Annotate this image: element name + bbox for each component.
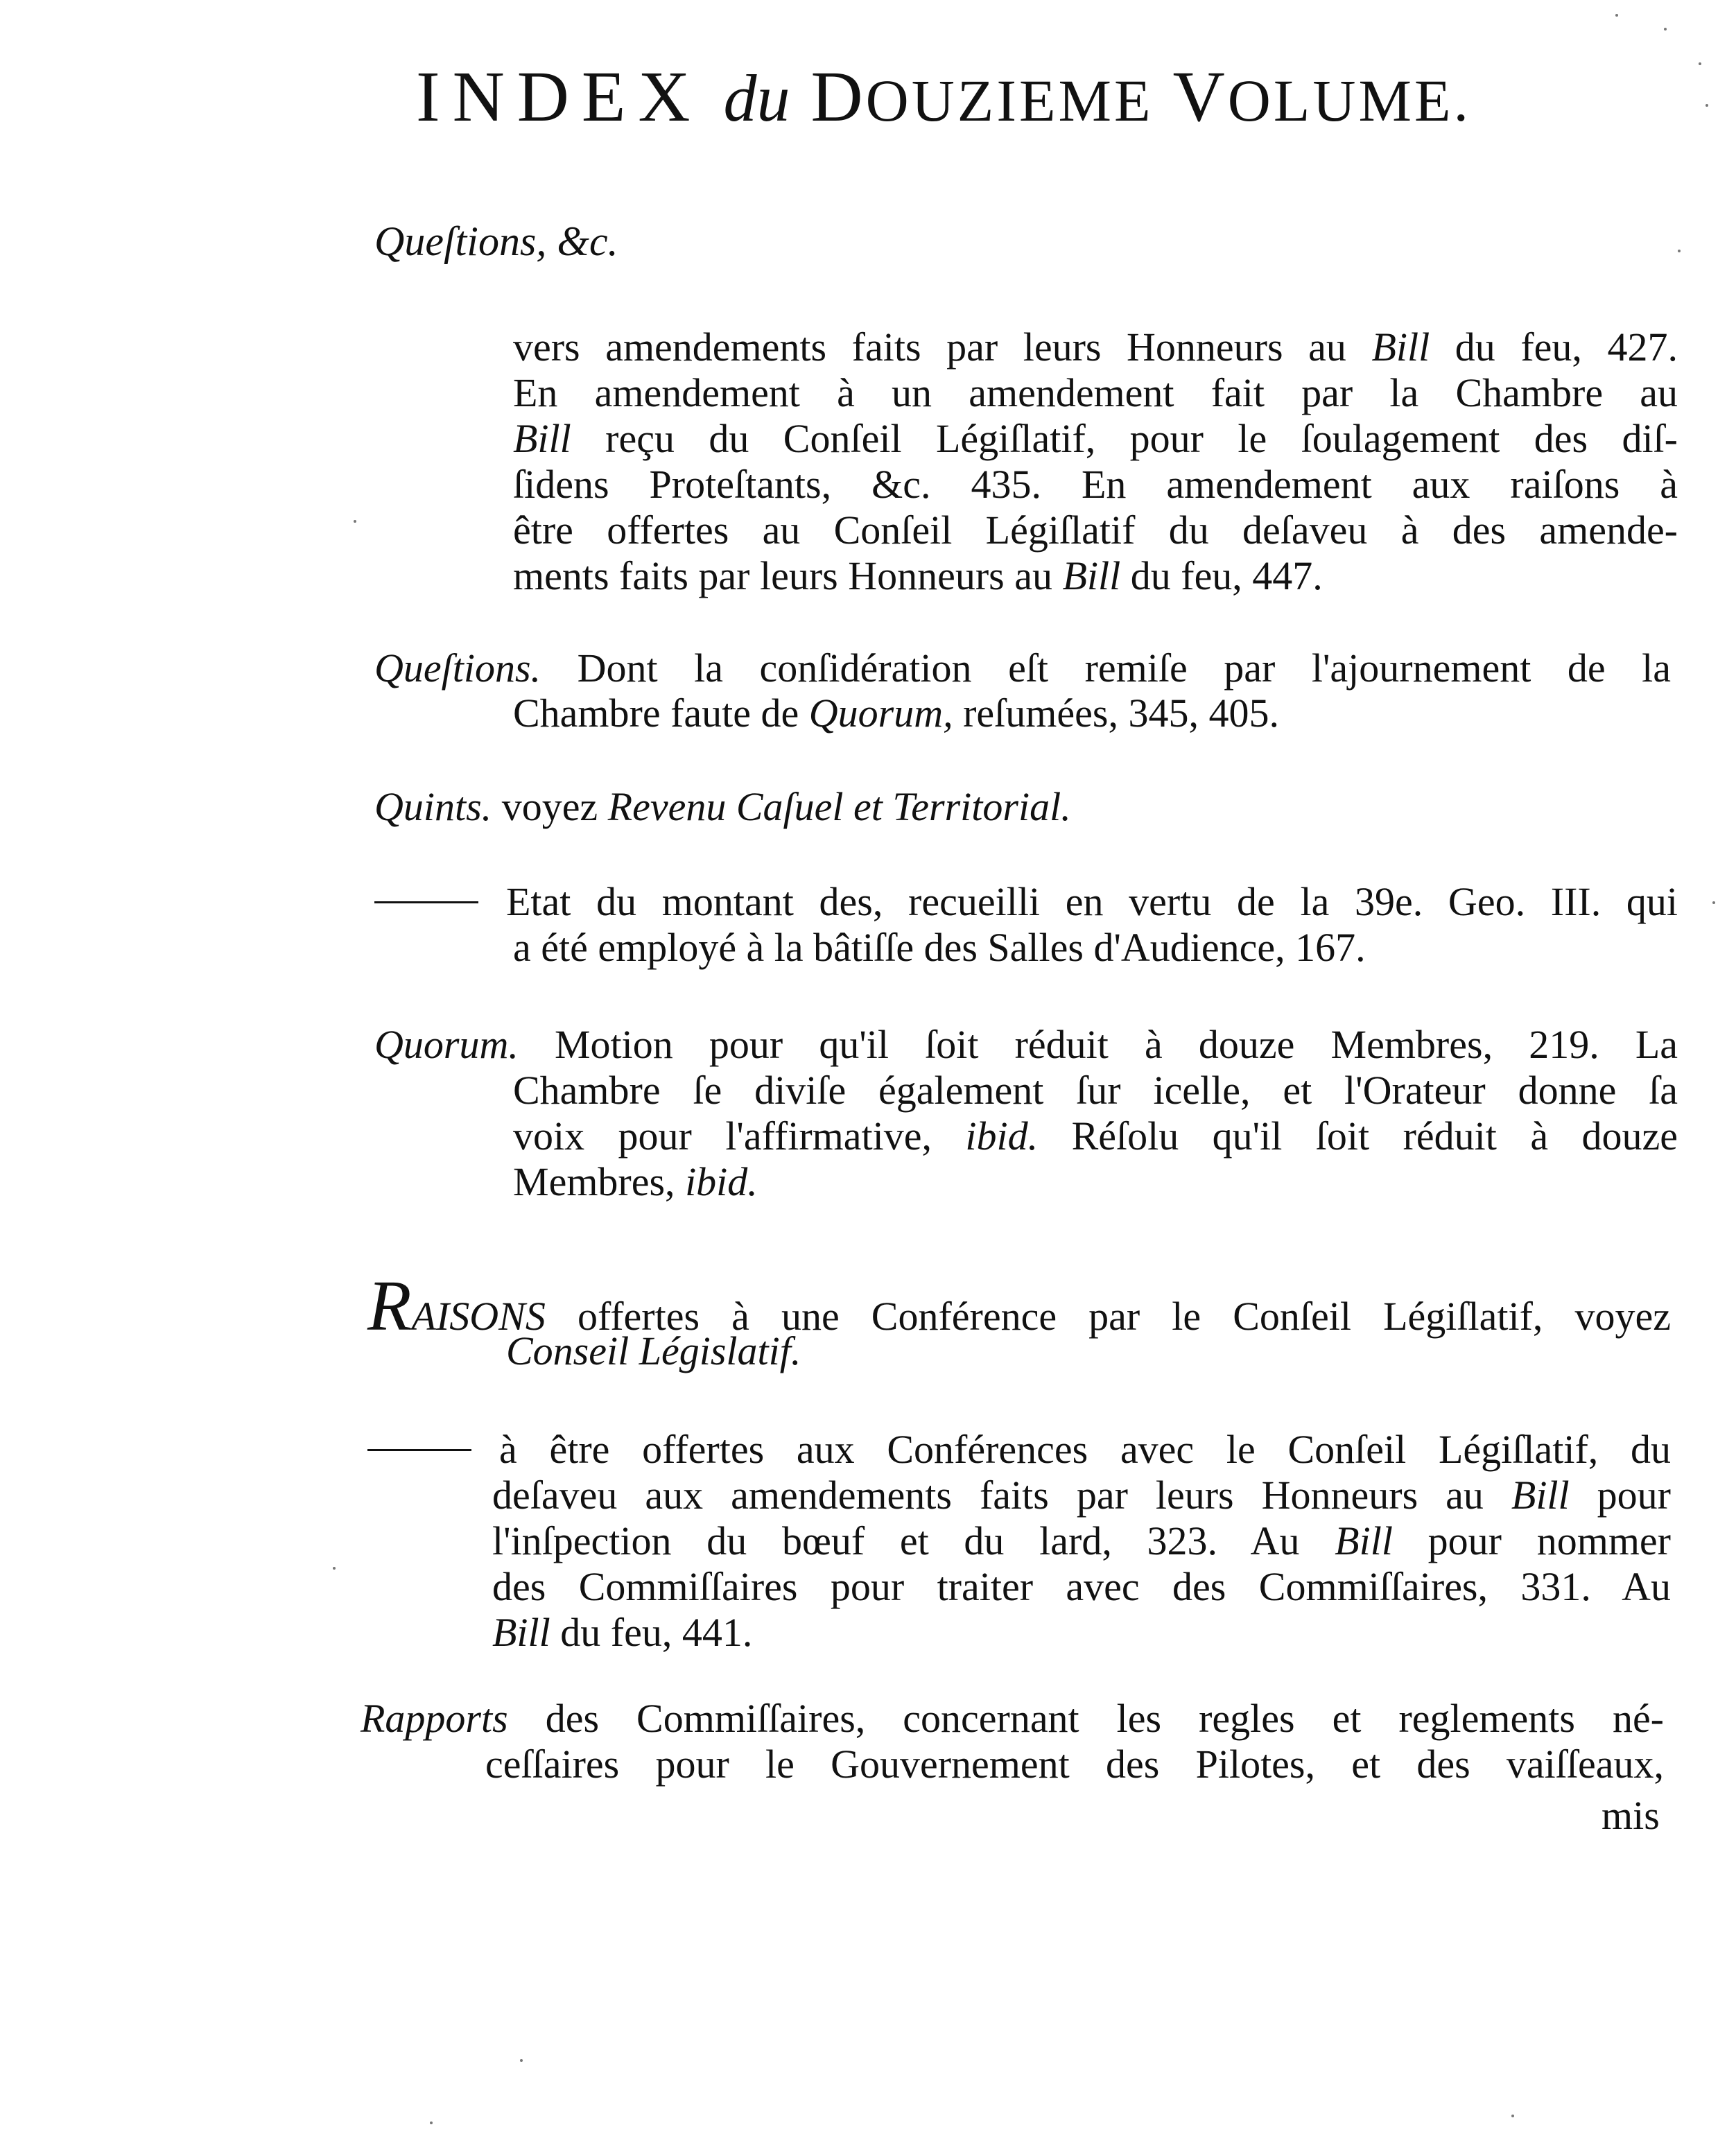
entry-text: Chambre ſe diviſe également ſur icelle, et l'Orateur donne ſa — [513, 1068, 1678, 1113]
print-speck — [1678, 250, 1681, 252]
entry-line — [499, 1427, 1671, 1472]
italic-term: Revenu Caſuel et Territorial. — [607, 784, 1071, 829]
entry-line — [513, 1113, 1678, 1159]
entry-line — [513, 925, 1366, 970]
entry-line — [513, 462, 1678, 507]
entry-line-with-dash — [367, 1427, 1671, 1472]
entry-text: Chambre faute de — [513, 691, 809, 736]
print-speck — [354, 520, 356, 523]
entry-line — [492, 1518, 1671, 1563]
print-speck — [520, 2059, 523, 2062]
entry-line — [374, 1022, 1678, 1067]
print-speck — [1712, 901, 1715, 904]
entry-text: Membres, — [513, 1159, 686, 1204]
entry-text: Dont la conſidération eſt remiſe par l'ajournement de la — [541, 645, 1671, 691]
entry-line — [506, 1328, 801, 1373]
italic-term: Queſtions. — [374, 645, 541, 691]
entry-line — [513, 1159, 758, 1204]
entry-text: voyez — [492, 784, 608, 829]
italic-term: ibid. — [965, 1113, 1039, 1159]
italic-term: Bill — [1511, 1473, 1570, 1518]
entry-line — [492, 1610, 753, 1655]
entry-line-with-dash — [374, 879, 1678, 924]
print-speck — [333, 1567, 336, 1570]
entry-line — [513, 370, 1678, 415]
entry-text: l'inſpection du bœuf et du lard, 323. Au — [492, 1518, 1335, 1563]
catchword — [1602, 1793, 1660, 1838]
entry-text: ments faits par leurs Honneurs au — [513, 553, 1063, 598]
italic-term: Quints. — [374, 784, 492, 829]
italic-term: Bill — [1335, 1518, 1393, 1563]
entry-text: mis — [1602, 1793, 1660, 1838]
title-index: INDEX — [416, 57, 703, 137]
entry-text: deſaveu aux amendements faits par leurs Honneurs au — [492, 1473, 1511, 1518]
entry-text: offertes à une Conférence par le Conſeil Légiſlatif, voyez — [545, 1294, 1671, 1339]
entry-line — [513, 324, 1678, 370]
ditto-dash — [374, 901, 478, 903]
entry-line — [492, 1475, 1671, 1516]
entry-text: du feu, 427. — [1430, 324, 1678, 370]
entry-line — [374, 784, 1071, 829]
title-du: du — [723, 61, 790, 135]
entry-text: du feu, 441. — [550, 1610, 753, 1655]
ditto-dash — [367, 1449, 471, 1451]
entry-text: ceſſaires pour le Gouvernement des Pilotes, et des vaiſſeaux, — [485, 1742, 1664, 1787]
title-volume: VOLUME. — [1172, 57, 1471, 137]
entry-line — [374, 645, 1671, 691]
entry-text: vers amendements faits par leurs Honneurs au — [513, 324, 1372, 370]
entry-text: être offertes au Conſeil Légiſlatif du deſaveu à des amende- — [513, 507, 1678, 553]
entry-line — [513, 1070, 1678, 1111]
entry-text: pour nommer — [1392, 1518, 1671, 1563]
italic-term: Quorum. — [374, 1022, 519, 1067]
italic-term: Bill — [513, 416, 571, 461]
entry-text: reſumées, 345, 405. — [953, 691, 1279, 736]
entry-text: pour — [1569, 1473, 1671, 1518]
running-head-rest: &c. — [557, 218, 618, 264]
print-speck — [1699, 62, 1701, 65]
entry-text: En amendement à un amendement fait par la Chambre au — [513, 370, 1678, 415]
entry-text: ſidens Proteſtants, &c. 435. En amendement aux raiſons à — [513, 462, 1678, 507]
entry-text: reçu du Conſeil Légiſlatif, pour le ſoulagement des diſ- — [571, 416, 1678, 461]
entry-text: Réſolu qu'il ſoit réduit à douze — [1038, 1113, 1678, 1159]
entry-text: du feu, 447. — [1120, 553, 1323, 598]
italic-term: ibid. — [685, 1159, 758, 1204]
entry-line — [506, 879, 1678, 924]
italic-term: AISONS — [411, 1294, 546, 1339]
running-head — [374, 220, 618, 262]
italic-term: Bill — [1062, 553, 1121, 598]
entry-text: a été employé à la bâtiſſe des Salles d'Audience, 167. — [513, 925, 1366, 970]
italic-term: Bill — [492, 1610, 550, 1655]
entry-line — [361, 1696, 1664, 1741]
title-douzieme: DOUZIEME — [810, 57, 1154, 137]
entry-text: Etat du montant des, recueilli en vertu de la 39e. Geo. III. qui — [506, 879, 1678, 924]
entry-text: à être offertes aux Conférences avec le Conſeil Légiſlatif, du — [499, 1427, 1671, 1472]
entry-text: des Commiſſaires, concernant les regles et reglements né- — [507, 1696, 1664, 1741]
entry-line — [492, 1564, 1671, 1609]
print-speck — [1664, 28, 1667, 31]
print-speck — [430, 2121, 433, 2124]
print-speck — [1615, 14, 1618, 17]
print-speck — [1511, 2115, 1514, 2117]
print-speck — [1705, 104, 1708, 107]
entry-line — [513, 693, 1279, 734]
running-head-term: Queſtions, — [374, 218, 547, 264]
entry-line — [513, 416, 1678, 461]
entry-line — [513, 553, 1323, 598]
italic-term: Bill — [1371, 324, 1430, 370]
entry-text: Motion pour qu'il ſoit réduit à douze Membres, 219. La — [518, 1022, 1678, 1067]
entry-line — [513, 507, 1678, 553]
drop-capital: R — [367, 1266, 412, 1346]
italic-term: Quorum, — [808, 691, 953, 736]
entry-line — [485, 1744, 1664, 1785]
italic-term: Conseil Législatif. — [506, 1328, 801, 1373]
page-title — [416, 55, 1733, 153]
entry-text: des Commiſſaires pour traiter avec des Commiſſaires, 331. Au — [492, 1564, 1671, 1609]
entry-text: voix pour l'affirmative, — [513, 1113, 966, 1159]
italic-term: Rapports — [361, 1696, 508, 1741]
